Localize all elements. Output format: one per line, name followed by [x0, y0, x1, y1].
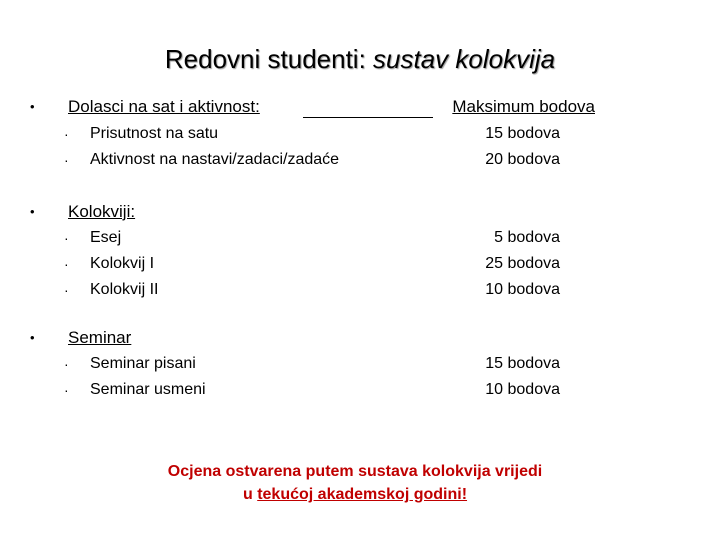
note-underlined: tekućoj akademskoj godini!	[257, 486, 468, 503]
title-regular: Redovni studenti:	[164, 44, 366, 74]
section-heading-seminar: Seminar	[68, 328, 132, 347]
sub-bullet: ·	[64, 256, 69, 272]
sub-bullet: ·	[64, 382, 69, 398]
sub-bullet: ·	[64, 230, 69, 246]
item-points: 10 bodova	[485, 281, 560, 298]
sub-bullet: ·	[64, 282, 69, 298]
item-points: 25 bodova	[485, 255, 560, 272]
validity-note-line1: Ocjena ostvarena putem sustava kolokvija vrijedi	[167, 463, 543, 480]
section-heading-attendance: Dolasci na sat i aktivnost:	[68, 97, 260, 116]
item-points: 5 bodova	[494, 229, 560, 246]
note-prefix: u	[242, 486, 253, 503]
item-label: Esej	[90, 229, 122, 246]
item-label: Kolokvij II	[90, 281, 159, 298]
item-points: 10 bodova	[485, 381, 560, 398]
title-italic: sustav kolokvija	[373, 44, 556, 74]
sub-bullet: ·	[64, 126, 69, 142]
item-points: 15 bodova	[485, 355, 560, 372]
item-label: Seminar usmeni	[90, 381, 206, 398]
item-label: Prisutnost na satu	[90, 125, 219, 142]
item-points: 15 bodova	[485, 125, 560, 142]
item-label: Aktivnost na nastavi/zadaci/zadaće	[90, 151, 340, 168]
slide-title	[0, 44, 720, 75]
section-heading-colloquia: Kolokviji:	[68, 202, 136, 221]
sub-bullet: ·	[64, 152, 69, 168]
section-bullet: •	[30, 204, 35, 219]
max-points-header: Maksimum bodova	[452, 97, 595, 116]
item-label: Kolokvij I	[90, 255, 155, 272]
section-bullet: •	[30, 99, 35, 114]
section-bullet: •	[30, 330, 35, 345]
underline-gap	[303, 117, 433, 118]
validity-note-line2	[0, 483, 710, 506]
item-points: 20 bodova	[485, 151, 560, 168]
item-label: Seminar pisani	[90, 355, 196, 372]
sub-bullet: ·	[64, 356, 69, 372]
